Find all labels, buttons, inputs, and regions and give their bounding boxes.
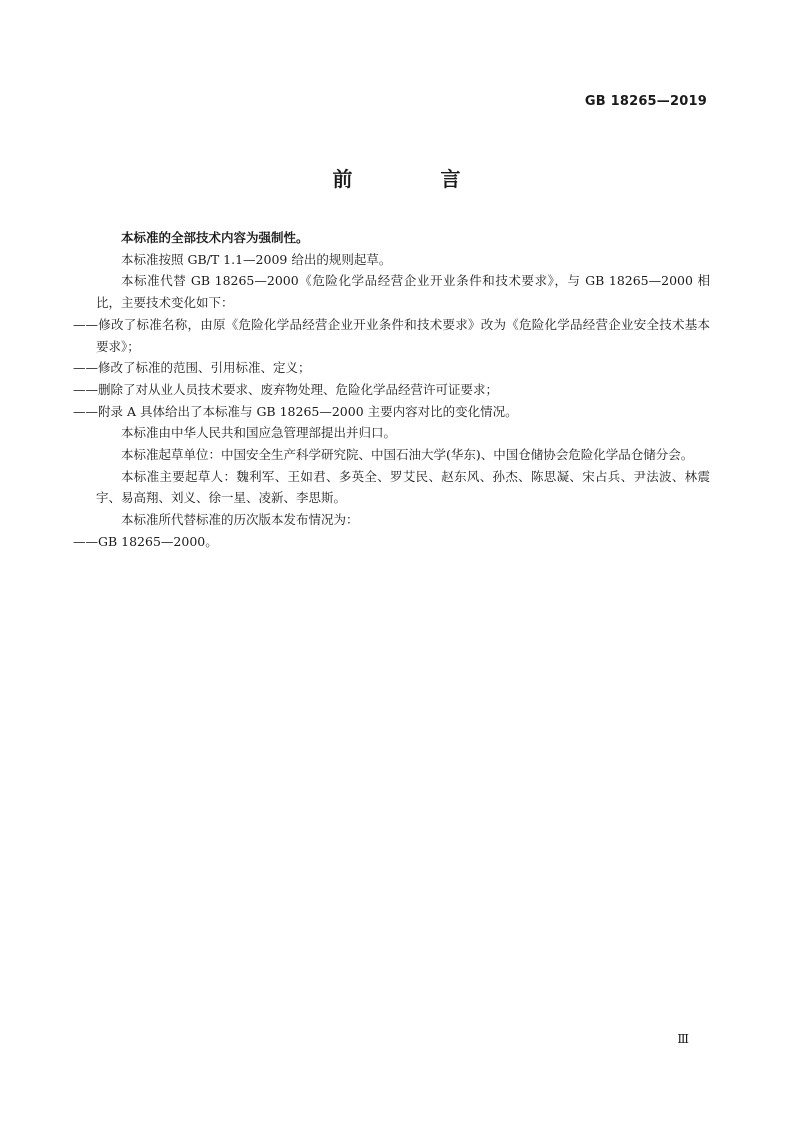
history-item: ——GB 18265—2000。 — [73, 533, 218, 549]
foreword-body — [73, 227, 710, 553]
drafting-rules-paragraph: 本标准按照 GB/T 1.1—2009 给出的规则起草。 — [121, 251, 392, 267]
drafters-paragraph: 本标准主要起草人：魏利军、王如君、多英全、罗艾民、赵东风、孙杰、陈思凝、宋占兵、尹法波、林震宇、易高翔、刘义、徐一星、凌新、李思斯。 — [96, 468, 710, 506]
change-item: ——修改了标准的范围、引用标准、定义； — [73, 360, 311, 376]
mandatory-statement: 本标准的全部技术内容为强制性。 — [121, 230, 309, 245]
page-number: Ⅲ — [677, 1032, 689, 1046]
drafting-units-paragraph: 本标准起草单位：中国安全生产科学研究院、中国石油大学(华东)、中国仓储协会危险化学品仓储分会。 — [121, 447, 694, 463]
change-item: ——附录 A 具体给出了本标准与 GB 18265—2000 主要内容对比的变化情况。 — [73, 403, 518, 419]
change-item: ——删除了对从业人员技术要求、废弃物处理、危险化学品经营许可证要求； — [73, 381, 499, 397]
change-item: ——修改了标准名称，由原《危险化学品经营企业开业条件和技术要求》改为《危险化学品经营企业安全技术基本要求》； — [73, 316, 710, 354]
standard-code: GB 18265—2019 — [584, 94, 707, 109]
proposer-paragraph: 本标准由中华人民共和国应急管理部提出并归口。 — [121, 425, 397, 441]
page-title: 前 言 — [332, 167, 495, 191]
replacement-paragraph: 本标准代替 GB 18265—2000《危险化学品经营企业开业条件和技术要求》，与 GB 18265—2000 相比，主要技术变化如下： — [96, 273, 710, 311]
history-paragraph: 本标准所代替标准的历次版本发布情况为： — [121, 512, 359, 528]
